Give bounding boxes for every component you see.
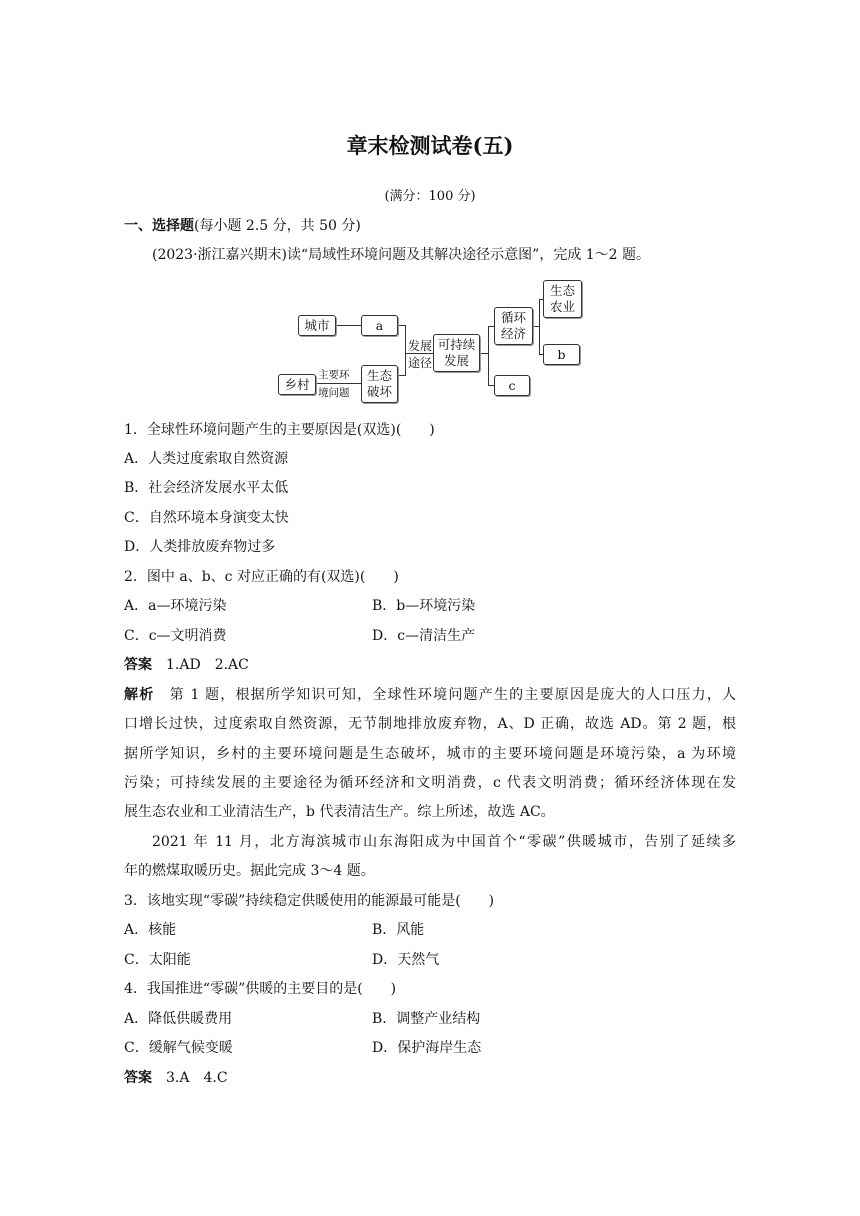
answer-3-4 [124,1069,228,1087]
q2-stem: 2．图中 a、b、c 对应正确的有(双选)( ) [124,569,399,585]
q3-option-a: A．核能 [124,922,177,938]
analysis-text-1: 第 1 题，根据所学知识可知，全球性环境问题产生的主要原因是庞大的人口压力，人 [169,687,737,703]
analysis-line-5: 展生态农业和工业清洁生产，b 代表清洁生产。综上所述，故选 AC。 [124,804,555,820]
c-box: c [494,375,530,396]
line-vertical-right [539,299,540,354]
answer-1-2 [124,656,249,674]
eco-agriculture-box [543,280,582,318]
q2-option-d: D．c—清洁生产 [372,628,476,644]
intro-1-2: (2023·浙江嘉兴期末)读“局域性环境问题及其解决途径示意图”，完成 1～2 题。 [152,247,651,263]
q4-option-b: B．调整产业结构 [372,1011,481,1027]
line-vertical-left [405,325,406,375]
eco-damage-box [361,365,398,403]
answer-label: 答案 [124,1070,152,1086]
analysis-line-1 [124,686,736,704]
village-issue-label-2: 境问题 [318,387,350,399]
q2-option-b: B．b—环境污染 [372,598,476,614]
full-score: (满分：100 分) [384,189,476,204]
b-box: b [543,344,580,365]
q3-option-d: D．天然气 [372,952,440,968]
line-city-a [335,325,361,326]
line-vertical-mid [488,326,489,385]
q2-option-a: A．a—环境污染 [124,598,227,614]
analysis-line-2: 口增长过快，过度索取自然资源，无节制地排放废弃物，A、D 正确，故选 AD。第 2 题，根 [124,716,736,732]
analysis-line-4: 污染；可持续发展的主要途径为循环经济和文明消费，c 代表文明消费；循环经济体现在发 [124,775,736,791]
eco-agri-line1: 生态 [549,283,575,298]
path-label-2: 途径 [408,356,433,370]
line-sustainable-right [480,353,488,354]
q3-option-b: B．风能 [372,922,425,938]
q1-option-a: A．人类过度索取自然资源 [124,451,289,467]
q4-option-c: C．缓解气候变暖 [124,1040,233,1056]
city-box: 城市 [298,315,336,336]
a-box: a [361,315,398,336]
eco-agri-line2: 农业 [549,299,575,314]
line-eco-right [398,375,406,376]
section-heading-note: (每小题 2.5 分，共 50 分) [194,218,361,234]
q1-option-b: B．社会经济发展水平太低 [124,480,289,496]
q1-stem: 1．全球性环境问题产生的主要原因是(双选)( ) [124,422,435,438]
intro-3-4-line-1: 2021 年 11 月，北方海滨城市山东海阳成为中国首个“零碳”供暖城市，告别了延续多 [152,834,736,850]
sustainable-line1: 可持续 [437,337,476,352]
circular-economy-box [494,307,533,345]
q3-stem: 3．该地实现“零碳”持续稳定供暖使用的能源最可能是( ) [124,893,495,909]
answer-label: 答案 [124,657,152,673]
q4-stem: 4．我国推进“零碳”供暖的主要目的是( ) [124,981,397,997]
q2-option-c: C．c—文明消费 [124,628,227,644]
eco-damage-line2: 破坏 [366,384,392,399]
q4-option-d: D．保护海岸生态 [372,1040,482,1056]
answer-text: 3.A 4.C [166,1070,228,1086]
line-a-right [397,325,405,326]
page-title: 章末检测试卷(五) [346,133,514,158]
circular-line2: 经济 [500,326,526,341]
q1-option-c: C．自然环境本身演变太快 [124,510,289,526]
intro-3-4-line-2: 年的燃煤取暖历史。据此完成 3～4 题。 [124,863,375,879]
village-box: 乡村 [278,374,316,395]
q4-option-a: A．降低供暖费用 [124,1011,233,1027]
analysis-label: 解析 [124,687,155,703]
answer-text: 1.AD 2.AC [166,657,249,673]
path-label-1: 发展 [408,339,433,353]
sustainable-box [433,334,480,372]
analysis-line-3: 据所学知识，乡村的主要环境问题是生态破坏，城市的主要环境问题是环境污染，a 为环境 [124,746,736,762]
line-village-eco [316,383,361,384]
eco-damage-line1: 生态 [366,368,392,383]
q1-option-d: D．人类排放废弃物过多 [124,539,276,555]
q3-option-c: C．太阳能 [124,952,191,968]
circular-line1: 循环 [500,310,526,325]
village-issue-label-1: 主要环 [318,369,350,381]
section-heading-label: 一、选择题 [124,218,194,234]
section-heading [124,217,361,235]
sustainable-line2: 发展 [443,353,469,368]
